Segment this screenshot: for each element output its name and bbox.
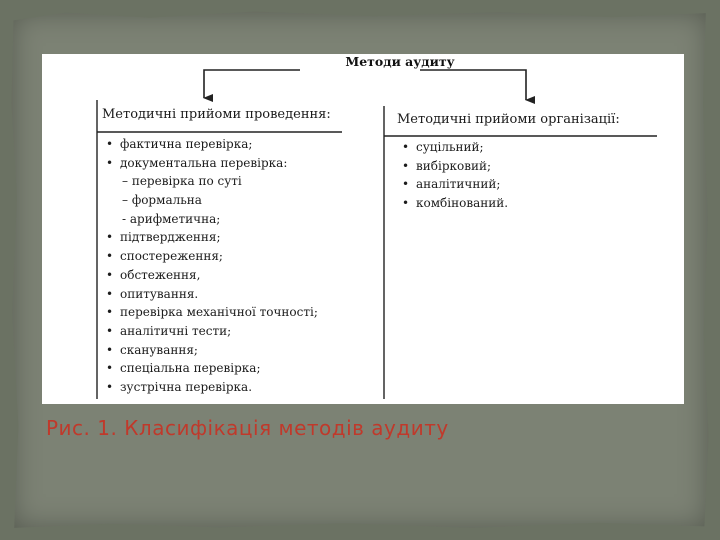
list-item: • фактична перевірка;: [102, 135, 318, 154]
list-item: • комбінований.: [398, 194, 508, 213]
list-item: – формальна: [122, 193, 202, 208]
diagram-title: Методи аудиту: [345, 54, 455, 69]
list-item: • обстеження,: [102, 266, 318, 285]
list-item: – перевірка по суті: [122, 174, 242, 189]
list-item: • документальна перевірка:: [102, 154, 318, 173]
list-item: • аналітичний;: [398, 175, 508, 194]
list-item: • підтвердження;: [102, 228, 318, 247]
list-item: • вибірковий;: [398, 157, 508, 176]
list-item: - арифметична;: [122, 211, 221, 226]
arrow-to-right-column: [420, 70, 526, 100]
list-item: • спостереження;: [102, 247, 318, 266]
list-item: • сканування;: [102, 341, 318, 360]
list-item: • спеціальна перевірка;: [102, 359, 318, 378]
arrow-to-left-column: [204, 70, 300, 98]
right-column-heading: Методичні прийоми організації:: [397, 112, 620, 127]
left-column-heading: Методичні прийоми проведення:: [102, 107, 331, 122]
left-methods-list: [102, 135, 318, 397]
list-item: • аналітичні тести;: [102, 322, 318, 341]
list-item: • зустрічна перевірка.: [102, 378, 318, 397]
list-item: • суцільний;: [398, 138, 508, 157]
right-methods-list: [398, 138, 508, 213]
figure-caption: Рис. 1. Класифікація методів аудиту: [46, 416, 449, 440]
list-item: • опитування.: [102, 285, 318, 304]
audit-methods-diagram: [42, 54, 684, 404]
list-item: • перевірка механічної точності;: [102, 303, 318, 322]
